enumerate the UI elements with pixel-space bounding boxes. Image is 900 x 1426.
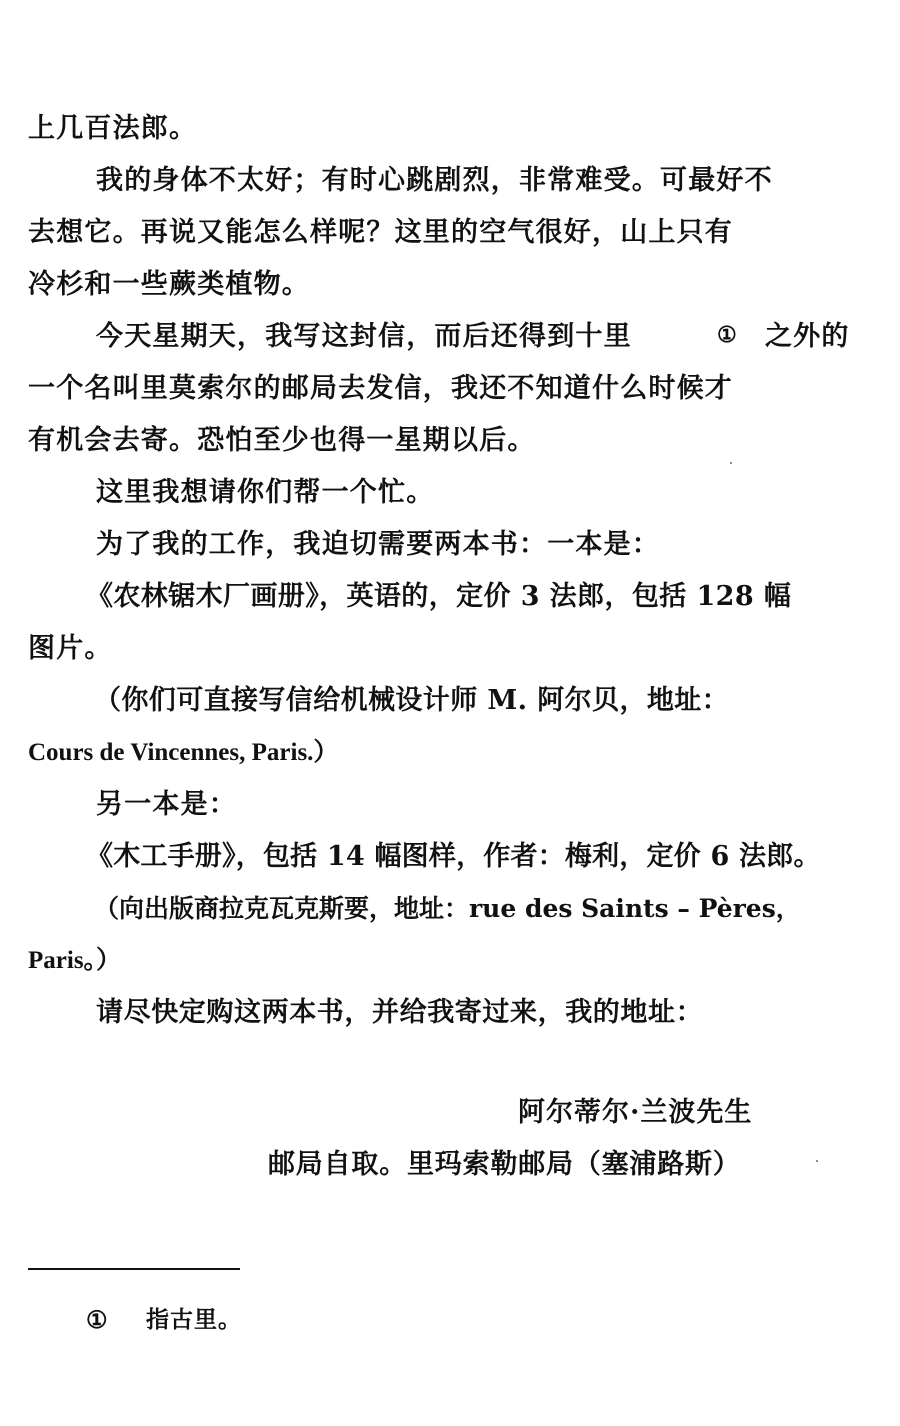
body-line-1: 上几百法郎。 <box>28 113 198 144</box>
body-line-2: 我的身体不太好；有时心跳剧烈，非常难受。可最好不 <box>96 165 773 196</box>
body-line-6: 一个名叫里莫索尔的邮局去发信，我还不知道什么时候才 <box>28 373 733 404</box>
body-line-10: 《农林锯木厂画册》，英语的，定价 3 法郎，包括 128 幅 <box>86 581 792 612</box>
footnote-text: 指古里。 <box>146 1306 242 1333</box>
body-line-7: 有机会去寄。恐怕至少也得一星期以后。 <box>28 425 536 456</box>
signature-name: 阿尔蒂尔·兰波先生 <box>518 1097 753 1128</box>
body-line-8: 这里我想请你们帮一个忙。 <box>96 477 435 508</box>
body-line-15: 《木工手册》，包括 14 幅图样，作者：梅利，定价 6 法郎。 <box>86 841 821 872</box>
body-line-4: 冷杉和一些蕨类植物。 <box>28 269 310 300</box>
body-line-12: （你们可直接写信给机械设计师 M. 阿尔贝，地址： <box>94 685 730 716</box>
print-speck <box>730 462 732 464</box>
signature-address: 邮局自取。里玛索勒邮局（塞浦路斯） <box>268 1149 741 1180</box>
body-line-5b: 之外的 <box>765 321 850 352</box>
body-line-16: （向出版商拉克瓦克斯要，地址：rue des Saints – Pères， <box>94 894 801 923</box>
footnote-divider <box>28 1268 240 1270</box>
footnote-reference: ① <box>717 322 738 348</box>
body-line-3: 去想它。再说又能怎么样呢？这里的空气很好，山上只有 <box>28 217 733 248</box>
body-line-13: Cours de Vincennes, Paris.） <box>28 739 339 766</box>
body-line-14: 另一本是： <box>96 789 237 820</box>
print-speck <box>816 1160 818 1162</box>
body-line-11: 图片。 <box>28 633 113 664</box>
body-line-17: Paris。） <box>28 947 122 974</box>
footnote-mark: ① <box>86 1305 108 1334</box>
body-line-18: 请尽快定购这两本书，并给我寄过来，我的地址： <box>96 997 704 1028</box>
body-line-9: 为了我的工作，我迫切需要两本书：一本是： <box>96 529 660 560</box>
body-line-5a: 今天星期天，我写这封信，而后还得到十里 <box>96 321 632 352</box>
